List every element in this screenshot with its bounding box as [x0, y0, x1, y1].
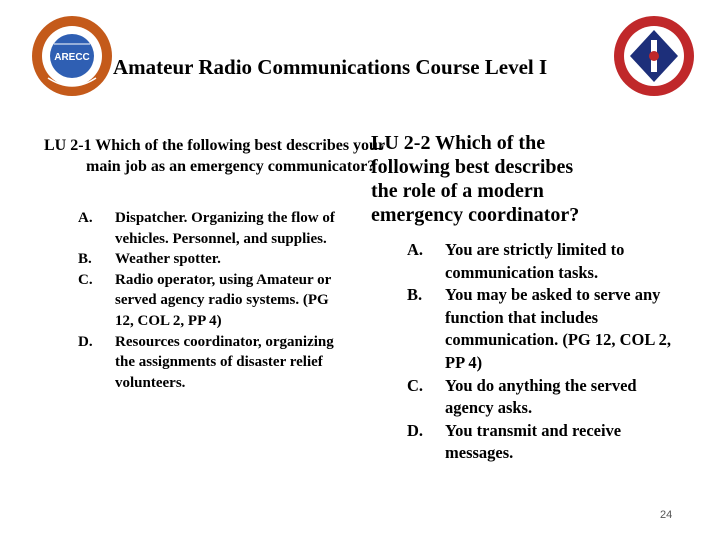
- option-c: [407, 375, 677, 420]
- ares-logo-center-dot: [649, 51, 659, 61]
- option-text: You may be asked to serve any function that includes communication. (PG 12, COL 2, PP 4): [445, 285, 671, 372]
- option-letter: D.: [407, 420, 424, 440]
- option-text: You are strictly limited to communication tasks.: [445, 240, 625, 282]
- option-b: [407, 284, 677, 374]
- option-text: You transmit and receive messages.: [445, 420, 622, 463]
- question-lu-2-1: LU 2-1 Which of the following best describes your main job as an emergency communicator?: [44, 137, 385, 175]
- question-line: following best describes: [371, 156, 574, 178]
- option-letter: C.: [78, 271, 93, 288]
- option-a: [407, 239, 677, 284]
- question-lu-2-2: [371, 131, 717, 227]
- option-letter: C.: [407, 375, 424, 395]
- option-text: Weather spotter.: [115, 251, 221, 268]
- option-letter: D.: [78, 333, 93, 350]
- options-lu-2-1: [78, 208, 348, 393]
- option-c: [78, 270, 348, 332]
- arecc-logo: [30, 14, 114, 98]
- ares-logo: [612, 14, 696, 98]
- option-b: [78, 249, 348, 270]
- option-text: Resources coordinator, organizing the assignments of disaster relief volunteers.: [115, 333, 334, 391]
- option-letter: B.: [78, 251, 92, 268]
- option-letter: A.: [78, 210, 93, 226]
- options-lu-2-2: [407, 239, 677, 465]
- option-text: Dispatcher. Organizing the flow of vehicles. Personnel, and supplies.: [115, 210, 335, 247]
- slide-title: Amateur Radio Communications Course Level I: [113, 55, 548, 79]
- page-number: 24: [660, 509, 673, 521]
- question-line: LU 2-2 Which of the: [371, 132, 546, 154]
- arecc-logo-text: ARECC: [54, 52, 90, 63]
- option-d: [78, 332, 348, 394]
- option-a: [78, 208, 348, 249]
- option-text: Radio operator, using Amateur or served agency radio systems. (PG 12, COL 2, PP 4): [115, 271, 331, 329]
- option-letter: A.: [407, 240, 424, 259]
- question-line: the role of a modern: [371, 180, 544, 202]
- option-text: You do anything the served agency asks.: [445, 375, 637, 418]
- question-line: emergency coordinator?: [371, 204, 580, 226]
- option-d: [407, 420, 677, 465]
- option-letter: B.: [407, 285, 423, 305]
